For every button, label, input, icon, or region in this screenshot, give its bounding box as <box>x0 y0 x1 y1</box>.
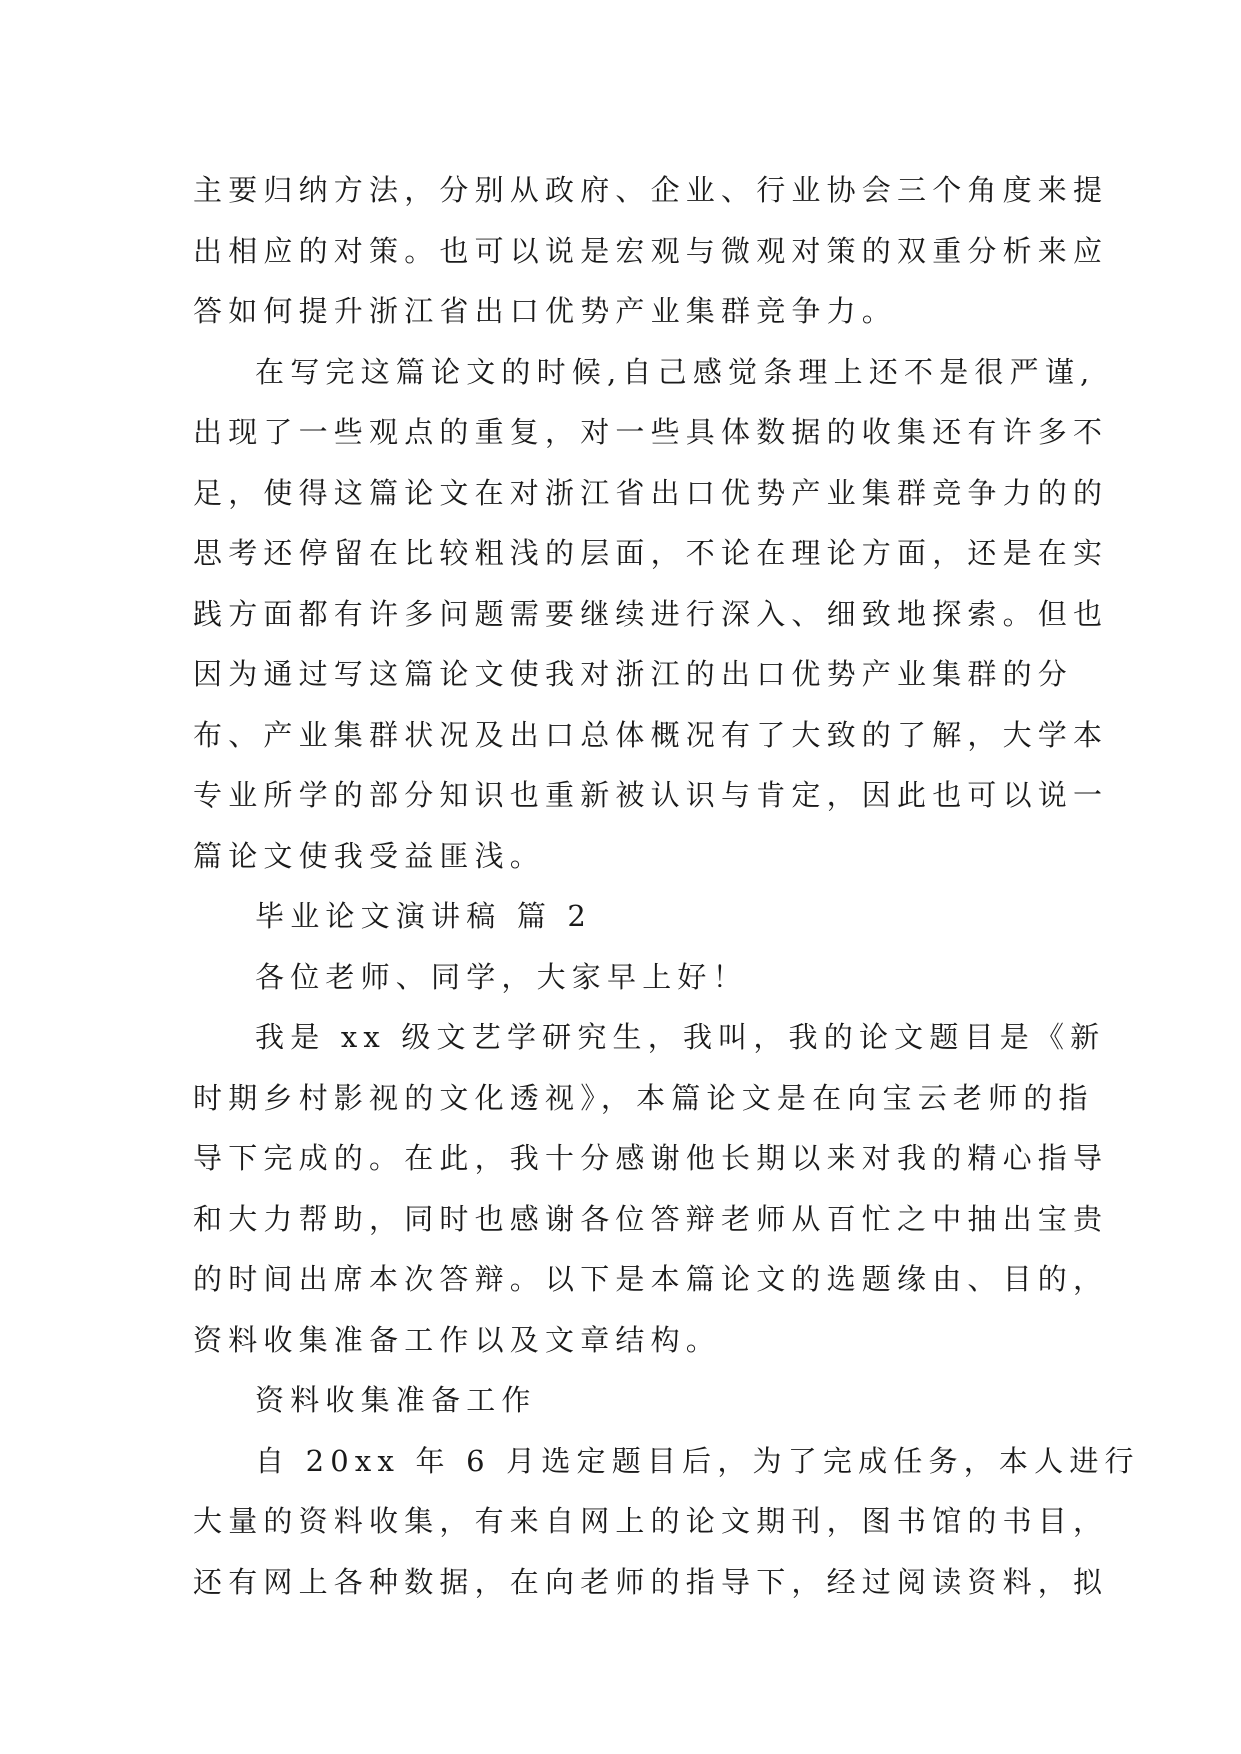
paragraph-line: 在写完这篇论文的时候,自己感觉条理上还不是很严谨, <box>255 354 1096 389</box>
paragraph-line: 答如何提升浙江省出口优势产业集群竞争力。 <box>193 294 898 328</box>
paragraph-line: 践方面都有许多问题需要继续进行深入、细致地探索。但也 <box>193 596 1109 631</box>
paragraph-line: 和大力帮助，同时也感谢各位答辩老师从百忙之中抽出宝贵 <box>193 1201 1109 1236</box>
paragraph-line: 专业所学的部分知识也重新被认识与肯定，因此也可以说一 <box>193 778 1109 812</box>
paragraph-line: 我是 xx 级文艺学研究生，我叫，我的论文题目是《新 <box>255 1020 1106 1054</box>
paragraph-line: 布、产业集群状况及出口总体概况有了大致的了解，大学本 <box>193 717 1109 752</box>
paragraph-line: 大量的资料收集，有来自网上的论文期刊，图书馆的书目， <box>193 1504 1109 1538</box>
subsection-heading: 资料收集准备工作 <box>255 1383 537 1417</box>
paragraph-line: 篇论文使我受益匪浅。 <box>193 838 546 873</box>
paragraph-line: 资料收集准备工作以及文章结构。 <box>193 1322 722 1357</box>
greeting-line: 各位老师、同学，大家早上好！ <box>255 959 748 994</box>
paragraph-line: 时期乡村影视的文化透视》，本篇论文是在向宝云老师的指 <box>193 1080 1094 1115</box>
body-text <box>193 160 1140 1612</box>
paragraph-line: 自 20xx 年 6 月选定题目后，为了完成任务，本人进行 <box>255 1443 1140 1478</box>
paragraph-line: 思考还停留在比较粗浅的层面，不论在理论方面，还是在实 <box>193 536 1109 570</box>
paragraph-line: 导下完成的。在此，我十分感谢他长期以来对我的精心指导 <box>193 1141 1109 1175</box>
paragraph-line: 还有网上各种数据，在向老师的指导下，经过阅读资料，拟 <box>193 1564 1109 1599</box>
paragraph-line: 出现了一些观点的重复，对一些具体数据的收集还有许多不 <box>193 415 1109 449</box>
paragraph-line: 主要归纳方法，分别从政府、企业、行业协会三个角度来提 <box>193 173 1109 207</box>
paragraph-line: 因为通过写这篇论文使我对浙江的出口优势产业集群的分 <box>193 657 1074 691</box>
paragraph-line: 出相应的对策。也可以说是宏观与微观对策的双重分析来应 <box>193 233 1109 268</box>
paragraph-line: 足，使得这篇论文在对浙江省出口优势产业集群竞争力的的 <box>193 475 1109 510</box>
section-heading: 毕业论文演讲稿 篇 2 <box>255 899 593 933</box>
paragraph-line: 的时间出席本次答辩。以下是本篇论文的选题缘由、目的， <box>193 1262 1109 1296</box>
